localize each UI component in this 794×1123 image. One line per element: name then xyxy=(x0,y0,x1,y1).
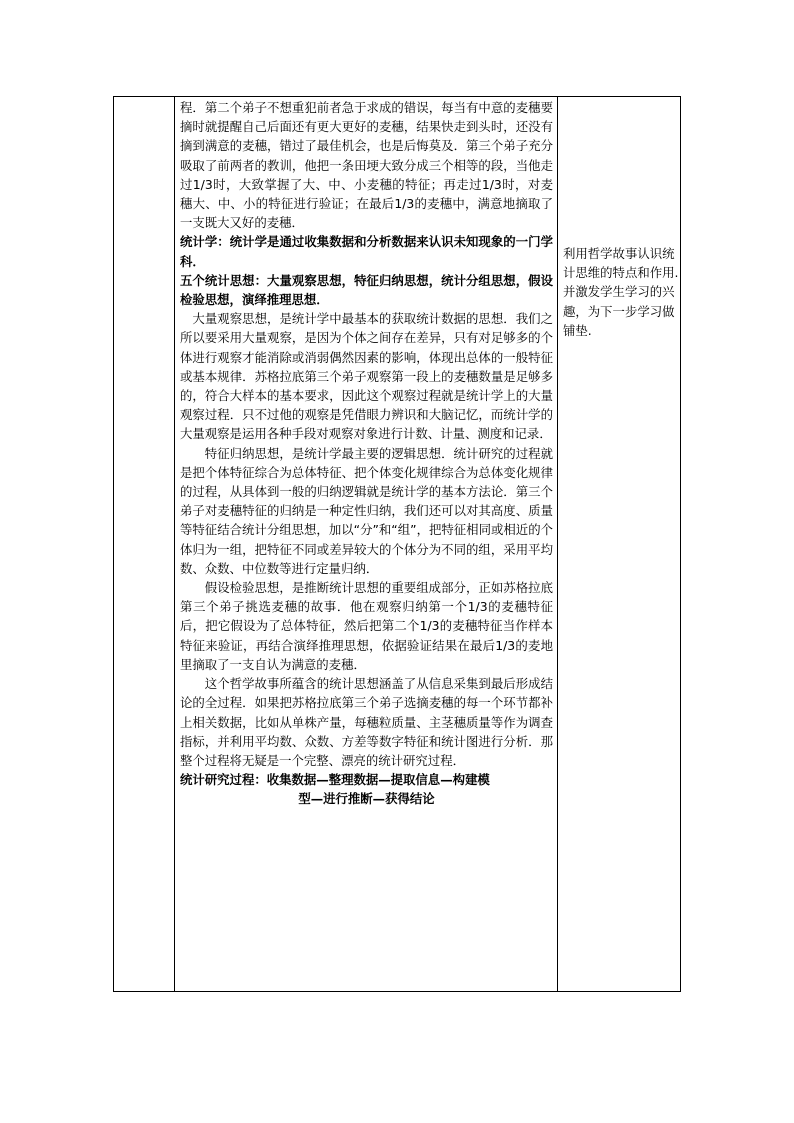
main-content-cell xyxy=(180,98,553,809)
five-thoughts-heading: 五个统计思想：大量观察思想，特征归纳思想，统计分组思想，假设检验思想，演绎推理思想． xyxy=(180,272,553,308)
column-divider-2 xyxy=(557,96,558,992)
column-divider-1 xyxy=(174,96,175,992)
research-process-line2: 型—进行推断—获得结论 xyxy=(298,791,435,807)
table-top-border xyxy=(113,96,681,97)
hypothesis-testing-paragraph: 假设检验思想，是推断统计思想的重要组成部分，正如苏格拉底第三个弟子挑选麦穗的故事．他在观察归纳第一个1/3的麦穗特征后，把它假设为了总体特征，然后把第二个1/3的麦穗特征当作样本特征来验证，再结合演绎推理思想，依据验证结果在最后1/3的麦地里摘取了一支自认为满意的麦穗． xyxy=(180,580,553,672)
table-right-border xyxy=(680,96,681,992)
story-paragraph: 程．第二个弟子不想重犯前者急于求成的错误，每当有中意的麦穗要摘时就提醒自己后面还有更大更好的麦穗，结果快走到头时，还没有摘到满意的麦穗，错过了最佳机会，也是后悔莫及．第三个弟子充分吸取了前两者的教训，他把一条田埂大致分成三个相等的段，当他走过1/3时，大致掌握了大、中、小麦穗的特征；再走过1/3时，对麦穗大、中、小的特征进行验证；在最后1/3的麦穗中，满意地摘取了一支既大又好的麦穗． xyxy=(180,100,553,231)
table-bottom-border xyxy=(113,991,681,992)
feature-induction-paragraph: 特征归纳思想，是统计学最主要的逻辑思想．统计研究的过程就是把个体特征综合为总体特征、把个体变化规律综合为总体变化规律的过程，从具体到一般的归纳逻辑就是统计学的基本方法论．第三个弟子对麦穗特征的归纳是一种定性归纳，我们还可以对其高度、质量等特征结合统计分组思想，加以“分”和“组”，把特征相同或相近的个体归为一组，把特征不同或差异较大的个体分为不同的组，采用平均数、众数、中位数等进行定量归纳． xyxy=(180,445,553,576)
design-intent-cell xyxy=(563,244,679,340)
research-process-line1: 统计研究过程：收集数据—整理数据—提取信息—构建模 xyxy=(180,772,490,788)
mass-observation-paragraph: 大量观察思想，是统计学中最基本的获取统计数据的思想．我们之所以要采用大量观察，是因为个体之间存在差异，只有对足够多的个体进行观察才能消除或消弱偶然因素的影响，体现出总体的一般特征或基本规律．苏格拉底第三个弟子观察第一段上的麦穗数量是足够多的，符合大样本的基本要求，因此这个观察过程就是统计学上的大量观察过程．只不过他的观察是凭借眼力辨识和大脑记忆，而统计学的大量观察是运用各种手段对观察对象进行计数、计量、测度和记录． xyxy=(180,311,553,442)
table-left-border xyxy=(113,96,114,992)
design-intent-note: 利用哲学故事认识统计思维的特点和作用.并激发学生学习的兴趣，为下一步学习做铺垫. xyxy=(563,246,679,338)
statistics-definition: 统计学：统计学是通过收集数据和分析数据来认识未知现象的一门学科． xyxy=(180,234,553,269)
summary-paragraph: 这个哲学故事所蕴含的统计思想涵盖了从信息采集到最后形成结论的全过程．如果把苏格拉底第三个弟子选摘麦穗的每一个环节都补上相关数据，比如从单株产量，每穗粒质量、主茎穗质量等作为调查指标，并利用平均数、众数、方差等数字特征和统计图进行分析．那整个过程将无疑是一个完整、漂亮的统计研究过程． xyxy=(180,676,553,768)
